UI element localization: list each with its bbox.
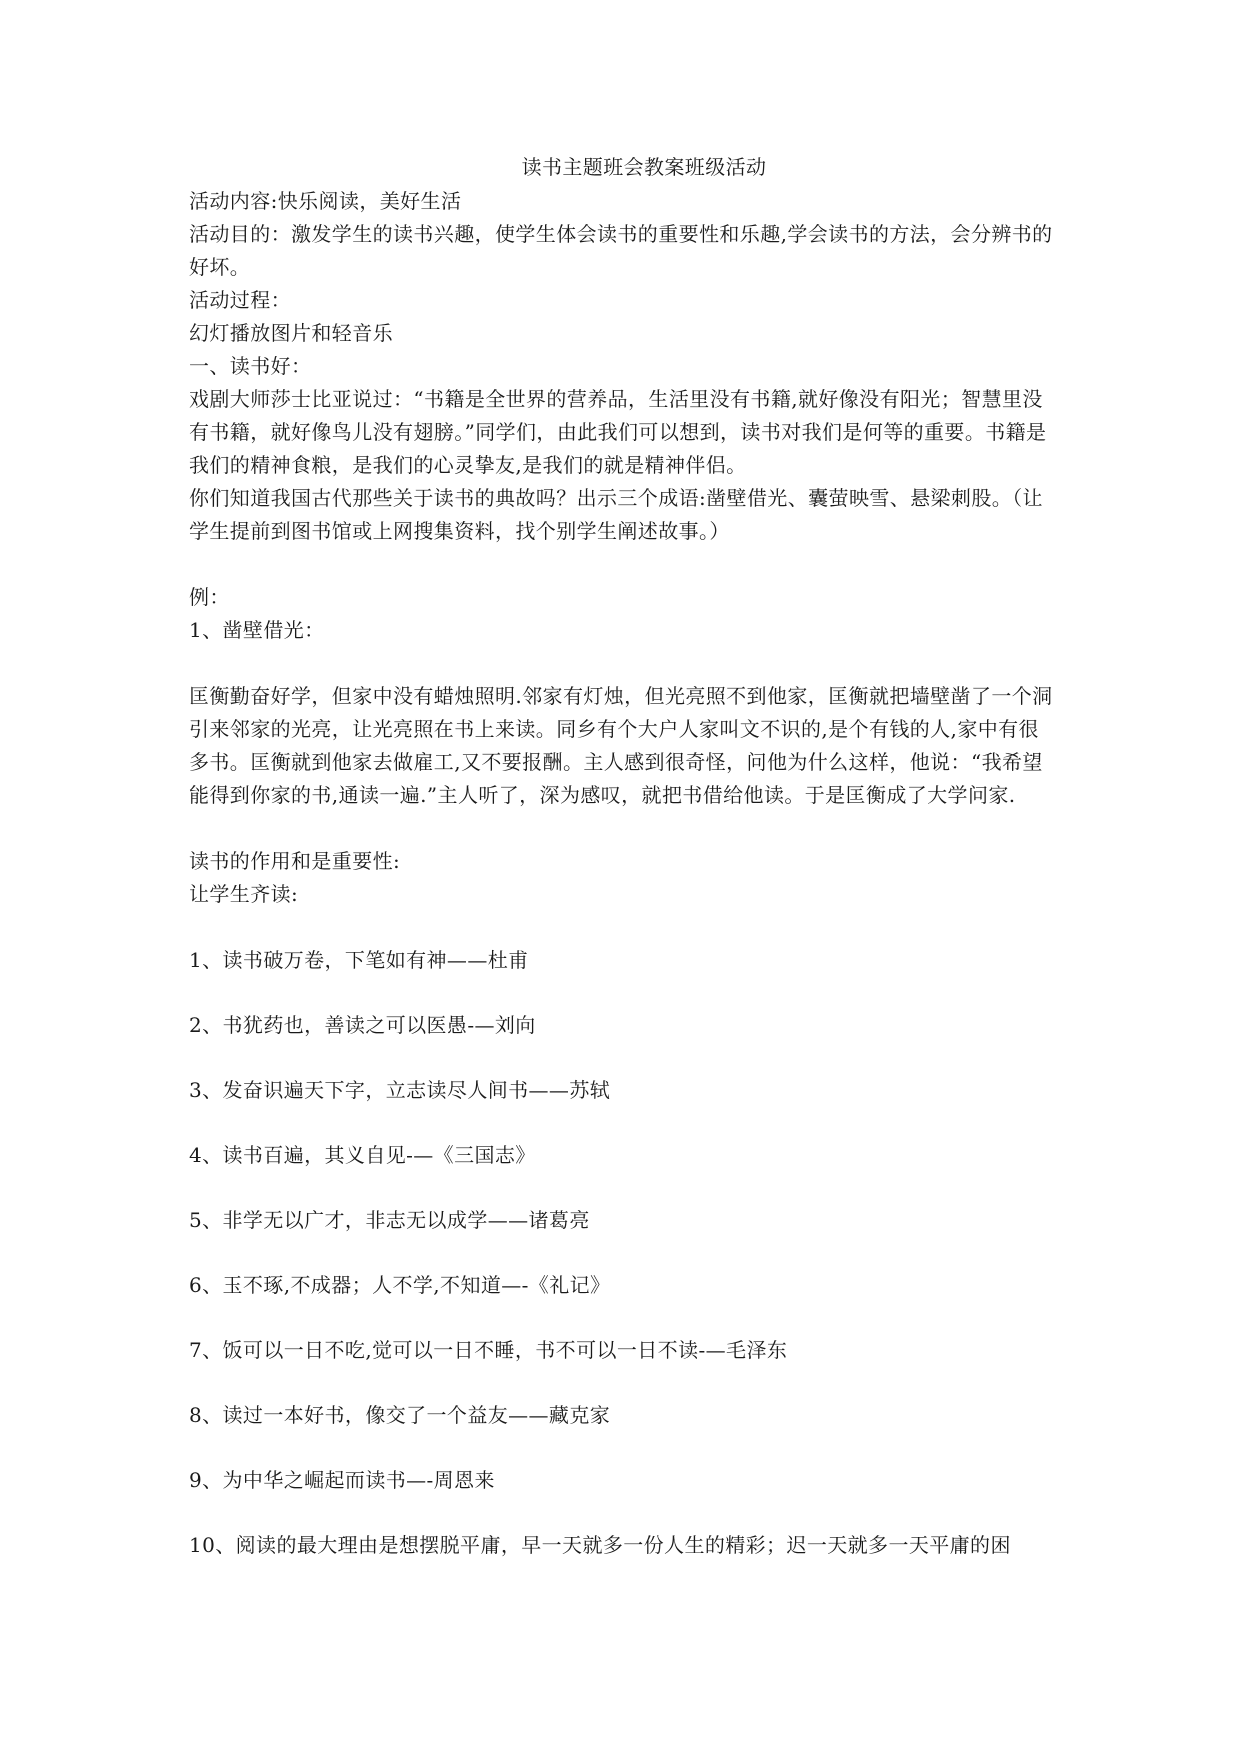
shakespeare-paragraph: 戏剧大师莎士比亚说过：“书籍是全世界的营养品，生活里没有书籍,就好像没有阳光；智慧里没有书籍，就好像鸟儿没有翅膀。”同学们，由此我们可以想到，读书对我们是何等的重要。书籍是我们的精神食粮，是我们的心灵挚友,是我们的就是精神伴侣。 <box>189 387 1047 477</box>
quote-item: 4、读书百遍，其义自见-—《三国志》 <box>189 1143 536 1167</box>
activity-purpose-paragraph: 活动目的：激发学生的读书兴趣，使学生体会读书的重要性和乐趣,学会读书的方法，会分辨书的好坏。 <box>189 222 1053 279</box>
spacer <box>189 548 1059 581</box>
activity-content-line: 活动内容:快乐阅读，美好生活 <box>189 189 462 213</box>
quote-list <box>189 944 1059 1562</box>
spacer <box>189 911 1059 944</box>
slideshow-line: 幻灯播放图片和轻音乐 <box>189 321 393 345</box>
document-title: 读书主题班会教案班级活动 <box>521 155 767 179</box>
quote-item: 2、书犹药也，善读之可以医愚-—刘向 <box>189 1013 536 1037</box>
quote-item: 8、读过一本好书，像交了一个益友——藏克家 <box>189 1403 611 1427</box>
quote-item: 1、读书破万卷，下笔如有神——杜甫 <box>189 948 529 972</box>
quote-item: 6、玉不琢,不成器；人不学,不知道—-《礼记》 <box>189 1273 611 1297</box>
idioms-paragraph: 你们知道我国古代那些关于读书的典故吗？出示三个成语:凿壁借光、囊萤映雪、悬梁刺股。（让学生提前到图书馆或上网搜集资料，找个别学生阐述故事。） <box>189 486 1043 543</box>
section-title: 读书的作用和是重要性: <box>189 849 401 873</box>
quote-item: 5、非学无以广才，非志无以成学——诸葛亮 <box>189 1208 590 1232</box>
quote-item: 9、为中华之崛起而读书—-周恩来 <box>189 1468 495 1492</box>
spacer <box>189 647 1059 680</box>
activity-process-heading: 活动过程： <box>189 288 291 312</box>
story-paragraph: 匡衡勤奋好学，但家中没有蜡烛照明.邻家有灯烛，但光亮照不到他家，匡衡就把墙壁凿了一个洞引来邻家的光亮，让光亮照在书上来读。同乡有个大户人家叫文不识的,是个有钱的人,家中有很多书。匡衡就到他家去做雇工,又不要报酬。主人感到很奇怪，问他为什么这样，他说：“我希望能得到你家的书,通读一遍.”主人听了，深为感叹，就把书借给他读。于是匡衡成了大学问家. <box>189 684 1053 807</box>
example-title: 1、凿壁借光： <box>189 618 325 642</box>
section-one-heading: 一、读书好： <box>189 354 312 378</box>
instruction-line: 让学生齐读: <box>189 882 299 906</box>
quote-item: 7、饭可以一日不吃,觉可以一日不睡，书不可以一日不读-—毛泽东 <box>189 1338 788 1362</box>
example-label: 例： <box>189 585 230 609</box>
quote-item: 10、阅读的最大理由是想摆脱平庸，早一天就多一份人生的精彩；迟一天就多一天平庸的困 <box>189 1533 1011 1557</box>
spacer <box>189 812 1059 845</box>
document-body <box>189 150 1059 1594</box>
quote-item: 3、发奋识遍天下字，立志读尽人间书——苏轼 <box>189 1078 611 1102</box>
